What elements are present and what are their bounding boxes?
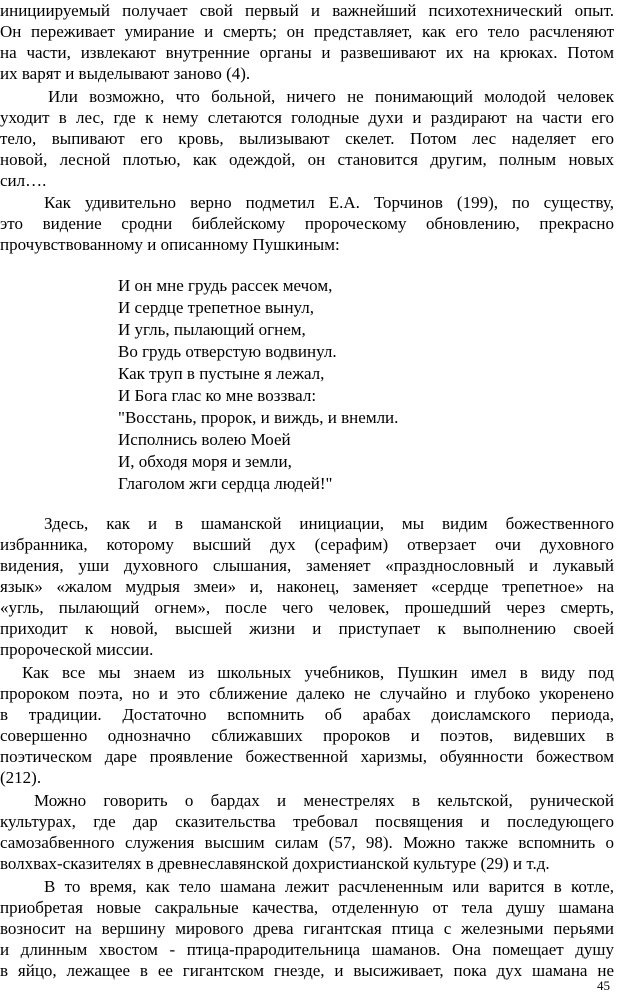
text-line: возносит на вершину мирового древа гигантская птица с железными перьями — [0, 919, 614, 938]
text-line: поэтическом даре проявление божественной харизмы, обуянности божеством — [0, 747, 614, 766]
text-line: В то время, как тело шамана лежит расчлененным или варится в котле, — [44, 877, 614, 896]
text-line: это видение сродни библейскому пророческому обновлению, прекрасно — [0, 214, 614, 233]
text-line: самозабвенного служения высшим силам (57, 98). Можно также вспомнить о — [0, 833, 614, 852]
text-line: волхвах-сказителях в древнеславянской дохристианской культуре (29) и т.д. — [0, 854, 550, 873]
text-line: Он переживает умирание и смерть; он представляет, как его тело расчленяют — [0, 22, 614, 41]
text-line: Или возможно, что больной, ничего не понимающий молодой человек — [48, 87, 614, 106]
poem-line: Как труп в пустыне я лежал, — [118, 364, 325, 383]
text-line: в традиции. Достаточно вспомнить об арабах доисламского периода, — [0, 705, 614, 724]
poem-line: И Бога глас ко мне воззвал: — [118, 386, 317, 405]
text-line: сил…. — [0, 171, 47, 190]
text-line: Как удивительно верно подметил Е.А. Торчинов (199), по существу, — [44, 193, 614, 212]
poem-line: Глаголом жги сердца людей!" — [118, 474, 333, 493]
text-line: видения, уши духовного слышания, заменяет «празднословный и лукавый — [0, 556, 614, 575]
page-number: 45 — [597, 978, 610, 993]
text-line: язык» «жалом мудрыя змеи» и, наконец, заменяет «сердце трепетное» на — [0, 577, 614, 596]
text-line: уходит в лес, где к нему слетаются голодные духи и раздирают на части его — [0, 108, 614, 127]
text-line: пророческой миссии. — [0, 640, 154, 659]
text-line: Здесь, как и в шаманской инициации, мы видим божественного — [44, 514, 614, 533]
poem-line: И, обходя моря и земли, — [118, 452, 292, 471]
poem-line: И сердце трепетное вынул, — [118, 298, 315, 317]
text-line: культурах, где дар сказительства требовал посвящения и последующего — [0, 812, 614, 831]
text-line: приобретая новые сакральные качества, отделенную от тела душу шамана — [0, 898, 614, 917]
text-line: Как все мы знаем из школьных учебников, Пушкин имел в виду под — [22, 663, 614, 682]
text-line: в яйцо, лежащее в ее гигантском гнезде, и высиживает, пока дух шамана не — [0, 961, 614, 980]
text-line: Можно говорить о бардах и менестрелях в кельтской, рунической — [34, 791, 614, 810]
poem-line: И он мне грудь рассек мечом, — [118, 276, 333, 295]
text-line: тело, выпивают его кровь, вылизывают скелет. Потом лес наделяет его — [0, 129, 614, 148]
text-line: прочувствованному и описанному Пушкиным: — [0, 235, 340, 254]
poem-line: "Восстань, пророк, и виждь, и внемли. — [118, 408, 399, 427]
text-line: новой, лесной плотью, как одеждой, он становится другим, полным новых — [0, 150, 614, 169]
text-line: на части, извлекают внутренние органы и развешивают их на крюках. Потом — [0, 43, 614, 62]
poem-line: Исполнись волею Моей — [118, 430, 291, 449]
text-line: и длинным хвостом - птица-прародительница шаманов. Она помещает душу — [0, 940, 614, 959]
text-line: приходит к новой, высшей жизни и приступает к выполнению своей — [0, 619, 614, 638]
poem-line: Во грудь отверстую водвинул. — [118, 342, 337, 361]
poem-line: И угль, пылающий огнем, — [118, 320, 306, 339]
text-line: их варят и выделывают заново (4). — [0, 64, 251, 83]
text-line: «угль, пылающий огнем», после чего человек, прошедший через смерть, — [0, 598, 614, 617]
text-line: (212). — [0, 768, 42, 787]
text-line: инициируемый получает свой первый и важнейший психотехнический опыт. — [0, 1, 614, 20]
text-line: пророком поэта, но и это сближение далеко не случайно и глубоко укоренено — [0, 684, 614, 703]
text-line: совершенно однозначно сближавших пророков и поэтов, видевших в — [0, 726, 614, 745]
text-line: избранника, которому высший дух (серафим) отверзает очи духовного — [0, 535, 614, 554]
